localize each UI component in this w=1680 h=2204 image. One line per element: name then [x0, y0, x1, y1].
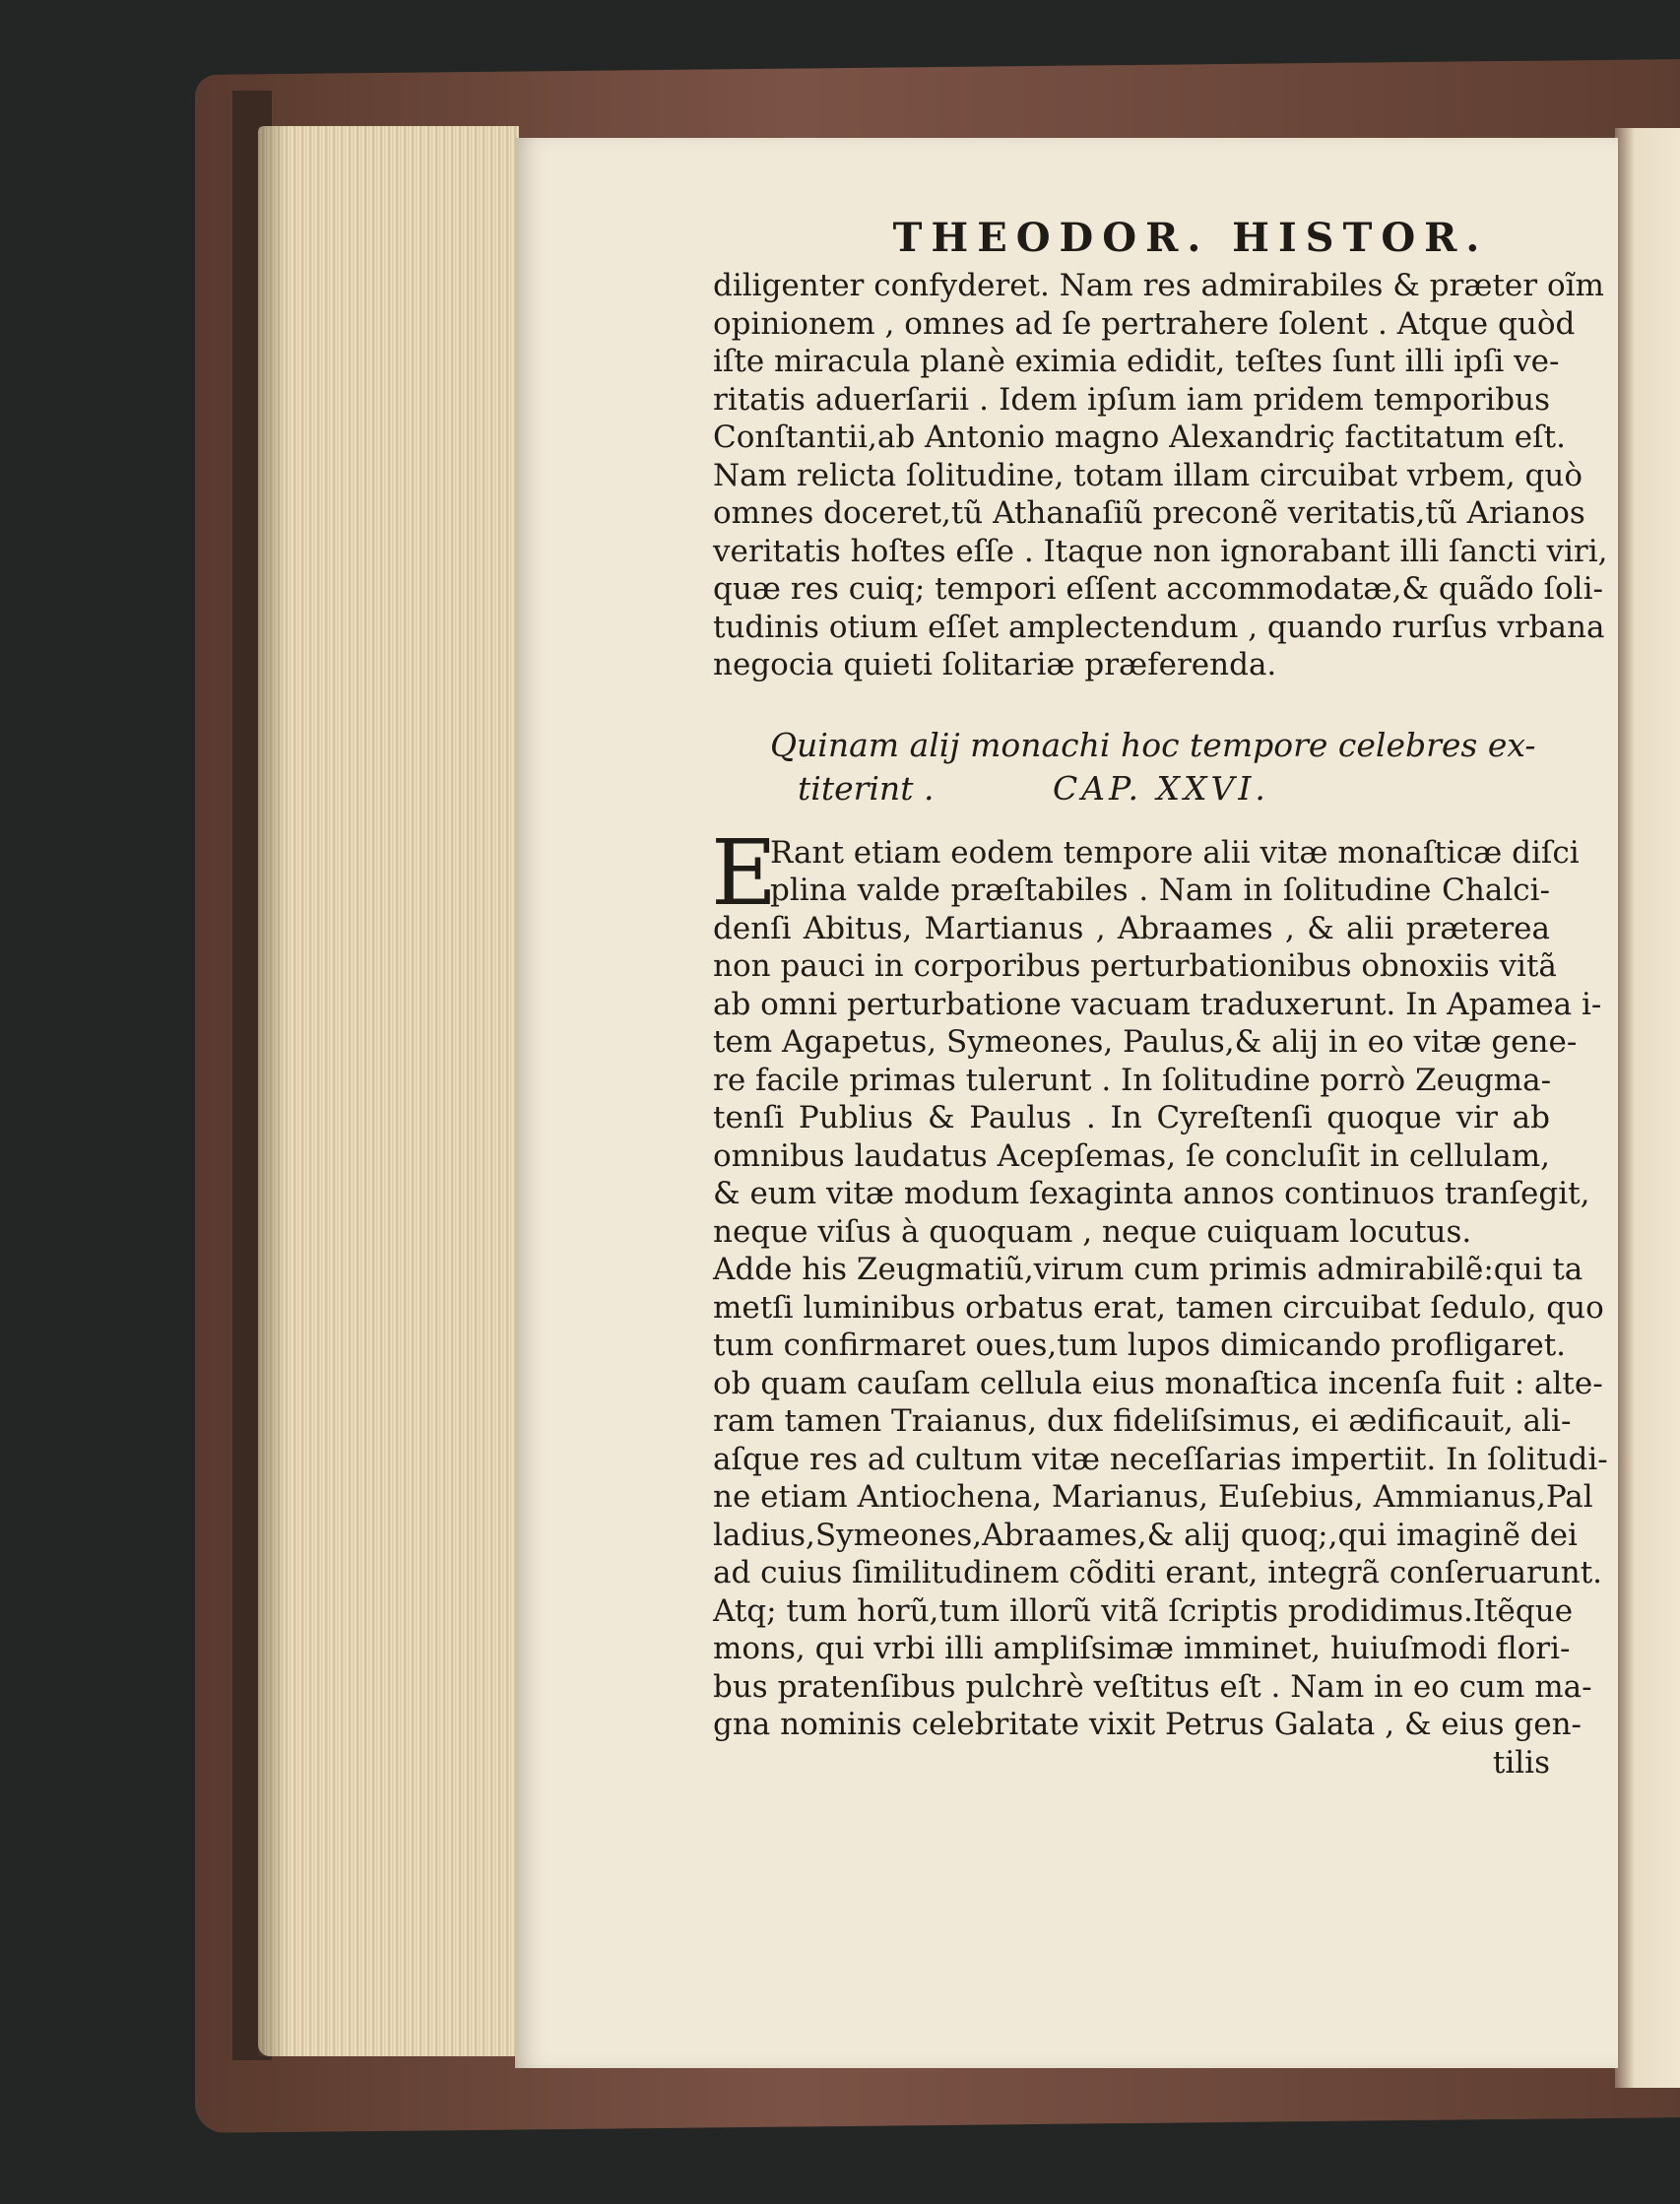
text-line: Nam relicta ſolitudine, totam illam circuibat vrbem, quò [713, 457, 1583, 493]
text-line: tum confirmaret oues,tum lupos dimicando profligaret. [713, 1328, 1567, 1363]
text-line: ritatis aduerſarii . Idem ipſum iam pridem temporibus [713, 381, 1550, 418]
drop-cap: E [711, 819, 778, 926]
text-line: tudinis otium eſſet amplectendum , quando rurſus vrbana [713, 609, 1605, 645]
text-line: mons, qui vrbi illi ampliſsimæ imminet, huiuſmodi flori- [713, 1631, 1571, 1666]
text-line: diligenter confyderet. Nam res admirabiles & præter oĩm [713, 268, 1604, 303]
text-line: ad cuius ſimilitudinem cõditi erant, integrã conſeruarunt. [713, 1555, 1603, 1590]
running-head: THEODOR. HISTOR. [892, 215, 1489, 261]
text-line: omnes doceret,tũ Athanaſiũ preconẽ veritatis,tũ Arianos [713, 495, 1585, 531]
paragraph-2 [711, 819, 1602, 1252]
chapter-heading [770, 724, 1550, 810]
text-line: Adde his Zeugmatiũ,virum cum primis admirabilẽ:qui ta [713, 1252, 1583, 1287]
text-line: veritatis hoſtes eſſe . Itaque non ignorabant illi ſancti viri, [713, 533, 1608, 569]
chapter-heading-line-2 [770, 767, 1550, 810]
text-line: ab omni perturbatione vacuam traduxerunt. In Apamea i- [713, 986, 1602, 1022]
text-line: Atq; tum horũ,tum illorũ vitã ſcriptis prodidimus.Itẽque [713, 1592, 1574, 1629]
text-line: ram tamen Traianus, dux fideliſsimus, ei ædificauit, ali- [713, 1403, 1572, 1439]
text-line: omnibus laudatus Acepſemas, ſe concluſit in cellulam, [713, 1137, 1550, 1174]
text-line: tenſi Publius & Paulus . In Cyreſtenſi quoque vir ab [713, 1100, 1550, 1135]
text-line: ob quam cauſam cellula eius monaſtica incenſa fuit : alte- [713, 1365, 1603, 1401]
text-line: denſi Abitus, Martianus , Abraames , & alii præterea [713, 910, 1550, 946]
text-line: Conſtantii,ab Antonio magno Alexandriç factitatum eſt. [713, 420, 1566, 455]
chapter-heading-line-2-text: titerint . [798, 768, 935, 808]
text-line: re facile primas tulerunt . In ſolitudine porrò Zeugma- [713, 1062, 1552, 1098]
text-line: negocia quieti ſolitariæ præferenda. [713, 647, 1277, 682]
page-stack-fore-edge [258, 126, 519, 2056]
chapter-number: CAP. XXVI. [1052, 768, 1269, 808]
paragraph-3 [713, 1251, 1608, 1782]
paragraph-1 [713, 267, 1608, 684]
text-line: neque viſus à quoquam , neque cuiquam locutus. [713, 1213, 1472, 1250]
text-line: ladius,Symeones,Abraames,& alij quoq;,qui imaginẽ dei [713, 1517, 1578, 1553]
text-line: opinionem , omnes ad ſe pertrahere ſolent . Atque quòd [713, 305, 1576, 342]
catchword: tilis [1492, 1744, 1550, 1781]
text-line: Rant etiam eodem tempore alii vitæ monaſticæ diſci [770, 834, 1580, 871]
printed-page [515, 138, 1618, 2068]
text-line: plina valde præſtabiles . Nam in ſolitudine Chalci- [770, 873, 1550, 908]
page-text-block [711, 215, 1608, 1782]
text-line: quæ res cuiq; tempori eſſent accommodatæ,& quãdo ſoli- [713, 571, 1603, 607]
text-line: & eum vitæ modum ſexaginta annos continuos tranſegit, [713, 1176, 1590, 1211]
text-line: tem Agapetus, Symeones, Paulus,& alij in eo vitæ gene- [713, 1024, 1578, 1060]
page-stack-shadow [258, 126, 288, 2056]
opposite-page-edge [1615, 128, 1680, 2088]
text-line: non pauci in corporibus perturbationibus obnoxiis vitã [713, 948, 1557, 984]
text-line: ne etiam Antiochena, Marianus, Euſebius, Ammianus,Pal [713, 1479, 1593, 1515]
chapter-heading-line-1: Quinam alij monachi hoc tempore celebres ex- [770, 725, 1536, 764]
text-line: bus pratenſibus pulchrè veſtitus eſt . Nam in eo cum ma- [713, 1668, 1592, 1705]
text-line: gna nominis celebritate vixit Petrus Galata , & eius gen- [713, 1707, 1583, 1742]
text-line: metſi luminibus orbatus erat, tamen circuibat ſedulo, quo [713, 1289, 1604, 1326]
text-line: iſte miracula planè eximia edidit, teſtes ſunt illi ipſi ve- [713, 344, 1560, 379]
text-line: aſque res ad cultum vitæ neceſſarias impertiit. In ſolitudi- [713, 1441, 1608, 1477]
